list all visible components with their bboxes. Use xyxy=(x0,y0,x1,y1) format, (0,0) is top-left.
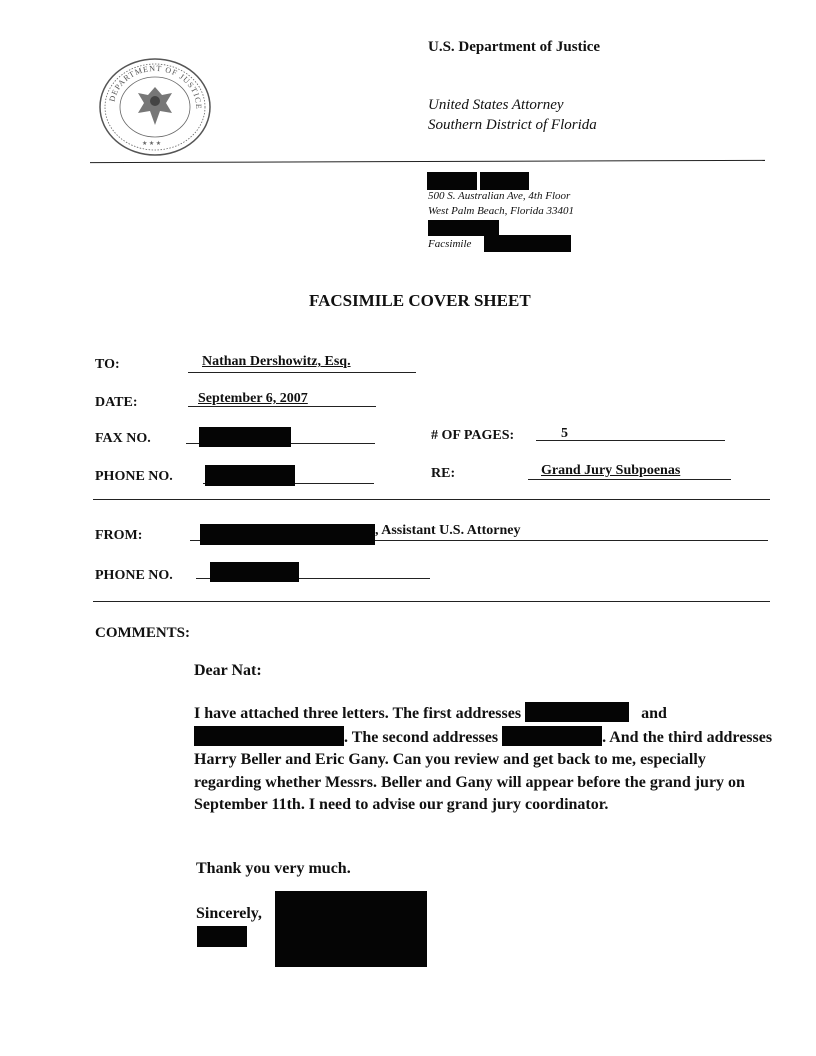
office-line-1: United States Attorney xyxy=(428,97,564,113)
underline xyxy=(528,479,731,480)
re-label: RE: xyxy=(431,466,456,481)
address-line-1: 500 S. Australian Ave, 4th Floor xyxy=(428,190,571,202)
letter-text: and xyxy=(641,705,667,722)
redaction-block xyxy=(199,427,291,447)
redaction-block xyxy=(502,726,602,746)
redaction-block xyxy=(194,726,344,746)
seal-text: DEPARTMENT OF JUSTICE xyxy=(107,63,204,110)
redaction-block xyxy=(525,702,629,722)
underline xyxy=(188,372,416,373)
doj-seal-icon xyxy=(98,57,212,157)
section-rule xyxy=(93,499,770,500)
letter-body xyxy=(194,702,774,817)
comments-label: COMMENTS: xyxy=(95,625,190,641)
closing-line: Sincerely, xyxy=(196,905,262,922)
redaction-block xyxy=(427,172,477,190)
page-title: FACSIMILE COVER SHEET xyxy=(309,291,531,310)
letter-text: I have attached three letters. The first addresses xyxy=(194,705,522,722)
redaction-block xyxy=(428,220,499,236)
letterhead-rule xyxy=(90,160,765,163)
thanks-line: Thank you very much. xyxy=(196,860,351,877)
letter-text: . And the third addresses Harry Beller and Eric Gany. Can you review and get back to me, especially regarding whether Messrs. Beller and Gany will appear before the grand jury on September 11th. I need to advise our grand jury coordinator. xyxy=(194,728,773,813)
redaction-block xyxy=(480,172,529,190)
re-value: Grand Jury Subpoenas xyxy=(541,463,681,478)
svg-text:★ ★ ★: ★ ★ ★ xyxy=(142,141,162,147)
fax-label: Facsimile xyxy=(428,238,472,250)
from-phone-label: PHONE NO. xyxy=(95,568,173,583)
salutation: Dear Nat: xyxy=(194,662,262,679)
fax-label: FAX NO. xyxy=(95,431,151,446)
to-label: TO: xyxy=(95,357,120,372)
redaction-block xyxy=(205,465,295,486)
office-line-2: Southern District of Florida xyxy=(428,117,597,133)
pages-value: 5 xyxy=(561,426,568,441)
phone-label: PHONE NO. xyxy=(95,469,173,484)
from-title: , Assistant U.S. Attorney xyxy=(375,523,521,538)
to-value: Nathan Dershowitz, Esq. xyxy=(202,354,351,369)
from-label: FROM: xyxy=(95,528,143,543)
signature-redaction xyxy=(275,891,427,967)
redaction-block xyxy=(484,235,571,252)
address-line-2: West Palm Beach, Florida 33401 xyxy=(428,205,574,217)
letter-text: . The second addresses xyxy=(344,728,499,746)
pages-label: # OF PAGES: xyxy=(431,428,515,443)
date-label: DATE: xyxy=(95,395,138,410)
agency-name: U.S. Department of Justice xyxy=(428,39,601,55)
redaction-block xyxy=(210,562,299,582)
section-rule xyxy=(93,601,770,602)
date-value: September 6, 2007 xyxy=(198,391,308,406)
redaction-block xyxy=(200,524,375,545)
redaction-block xyxy=(197,926,247,947)
